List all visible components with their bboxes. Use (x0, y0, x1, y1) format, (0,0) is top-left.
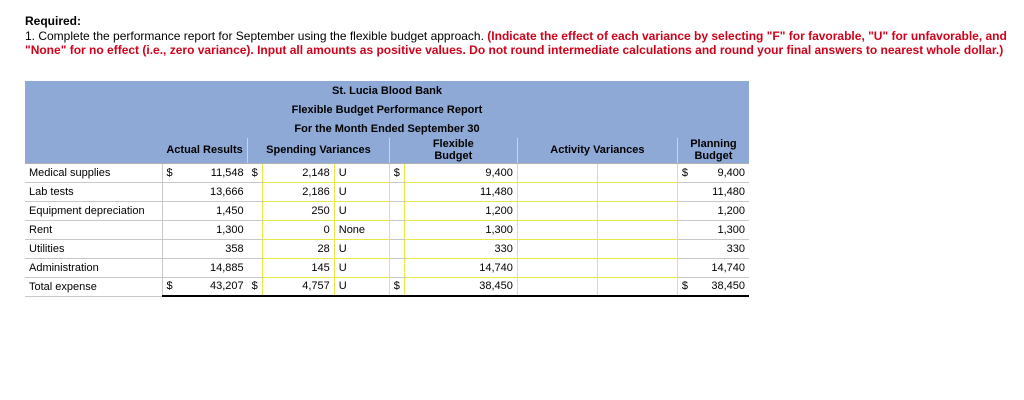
spending-variance-input[interactable]: 2,186 (262, 182, 334, 201)
actual-currency (162, 220, 177, 239)
flexible-currency: $ (389, 163, 404, 182)
activity-effect-select[interactable] (597, 201, 677, 220)
activity-variance-input[interactable] (517, 258, 597, 277)
flexible-budget-input[interactable]: 38,450 (404, 277, 517, 296)
flexible-currency (389, 182, 404, 201)
row-label: Equipment depreciation (25, 201, 162, 220)
activity-variance-input[interactable] (517, 277, 597, 296)
activity-effect-select[interactable] (597, 277, 677, 296)
header-planning: Planning Budget (677, 138, 749, 163)
planning-currency: $ (677, 277, 692, 296)
spending-effect-select[interactable]: None (334, 220, 389, 239)
spending-currency: $ (248, 163, 263, 182)
activity-variance-input[interactable] (517, 201, 597, 220)
flexible-currency (389, 239, 404, 258)
planning-value: 330 (692, 239, 749, 258)
activity-variance-input[interactable] (517, 163, 597, 182)
activity-variance-input[interactable] (517, 182, 597, 201)
header-activity: Activity Variances (517, 138, 677, 163)
spending-effect-select[interactable]: U (334, 239, 389, 258)
spending-currency (248, 239, 263, 258)
actual-value: 358 (177, 239, 248, 258)
activity-effect-select[interactable] (597, 239, 677, 258)
planning-value: 38,450 (692, 277, 749, 296)
header-spending: Spending Variances (248, 138, 390, 163)
report-org: St. Lucia Blood Bank (25, 81, 749, 100)
planning-currency (677, 239, 692, 258)
header-flexible: Flexible Budget (389, 138, 517, 163)
instruction-note: (Indicate the effect of each variance by selecting "F" for favorable, "U" for unfavorable, and "None" for no effect (i.e., zero variance). Input all amounts as positive values. Do not round intermediate calculations and round your final answers to nearest whole dollar.) (25, 29, 1007, 57)
instruction-text: 1. Complete the performance report for September using the flexible budget approach. (25, 29, 488, 43)
table-row (25, 277, 749, 296)
table-row (25, 220, 749, 239)
row-label: Lab tests (25, 182, 162, 201)
flexible-budget-input[interactable]: 330 (404, 239, 517, 258)
spending-variance-input[interactable]: 145 (262, 258, 334, 277)
row-label: Total expense (25, 277, 162, 296)
performance-report-table (25, 81, 749, 297)
planning-value: 1,300 (692, 220, 749, 239)
planning-currency: $ (677, 163, 692, 182)
spending-variance-input[interactable]: 4,757 (262, 277, 334, 296)
table-row (25, 163, 749, 182)
flexible-budget-input[interactable]: 14,740 (404, 258, 517, 277)
spending-effect-select[interactable]: U (334, 277, 389, 296)
actual-value: 43,207 (177, 277, 248, 296)
spending-currency: $ (248, 277, 263, 296)
planning-currency (677, 201, 692, 220)
planning-value: 9,400 (692, 163, 749, 182)
actual-value: 14,885 (177, 258, 248, 277)
flexible-budget-input[interactable]: 1,200 (404, 201, 517, 220)
flexible-budget-input[interactable]: 1,300 (404, 220, 517, 239)
row-label: Rent (25, 220, 162, 239)
table-row (25, 182, 749, 201)
spending-variance-input[interactable]: 28 (262, 239, 334, 258)
spending-currency (248, 182, 263, 201)
table-row (25, 258, 749, 277)
activity-variance-input[interactable] (517, 239, 597, 258)
activity-effect-select[interactable] (597, 258, 677, 277)
spending-currency (248, 220, 263, 239)
spending-effect-select[interactable]: U (334, 258, 389, 277)
instructions (25, 29, 1015, 57)
planning-value: 14,740 (692, 258, 749, 277)
actual-currency: $ (162, 163, 177, 182)
header-blank (25, 138, 162, 163)
actual-currency (162, 182, 177, 201)
flexible-budget-input[interactable]: 11,480 (404, 182, 517, 201)
spending-effect-select[interactable]: U (334, 163, 389, 182)
activity-variance-input[interactable] (517, 220, 597, 239)
spending-effect-select[interactable]: U (334, 201, 389, 220)
actual-value: 1,300 (177, 220, 248, 239)
actual-value: 13,666 (177, 182, 248, 201)
flexible-currency (389, 258, 404, 277)
row-label: Medical supplies (25, 163, 162, 182)
header-actual: Actual Results (162, 138, 248, 163)
spending-variance-input[interactable]: 2,148 (262, 163, 334, 182)
planning-value: 1,200 (692, 201, 749, 220)
actual-currency (162, 201, 177, 220)
spending-currency (248, 201, 263, 220)
table-row (25, 239, 749, 258)
flexible-currency (389, 201, 404, 220)
planning-currency (677, 258, 692, 277)
flexible-budget-input[interactable]: 9,400 (404, 163, 517, 182)
actual-currency: $ (162, 277, 177, 296)
activity-effect-select[interactable] (597, 182, 677, 201)
planning-currency (677, 220, 692, 239)
actual-value: 11,548 (177, 163, 248, 182)
spending-currency (248, 258, 263, 277)
spending-variance-input[interactable]: 250 (262, 201, 334, 220)
spending-effect-select[interactable]: U (334, 182, 389, 201)
row-label: Utilities (25, 239, 162, 258)
report-period: For the Month Ended September 30 (25, 119, 749, 138)
actual-currency (162, 239, 177, 258)
spending-variance-input[interactable]: 0 (262, 220, 334, 239)
actual-currency (162, 258, 177, 277)
required-heading: Required: (25, 14, 82, 28)
flexible-currency (389, 220, 404, 239)
row-label: Administration (25, 258, 162, 277)
flexible-currency: $ (389, 277, 404, 296)
report-title: Flexible Budget Performance Report (25, 100, 749, 119)
planning-currency (677, 182, 692, 201)
planning-value: 11,480 (692, 182, 749, 201)
activity-effect-select[interactable] (597, 163, 677, 182)
actual-value: 1,450 (177, 201, 248, 220)
table-row (25, 201, 749, 220)
activity-effect-select[interactable] (597, 220, 677, 239)
